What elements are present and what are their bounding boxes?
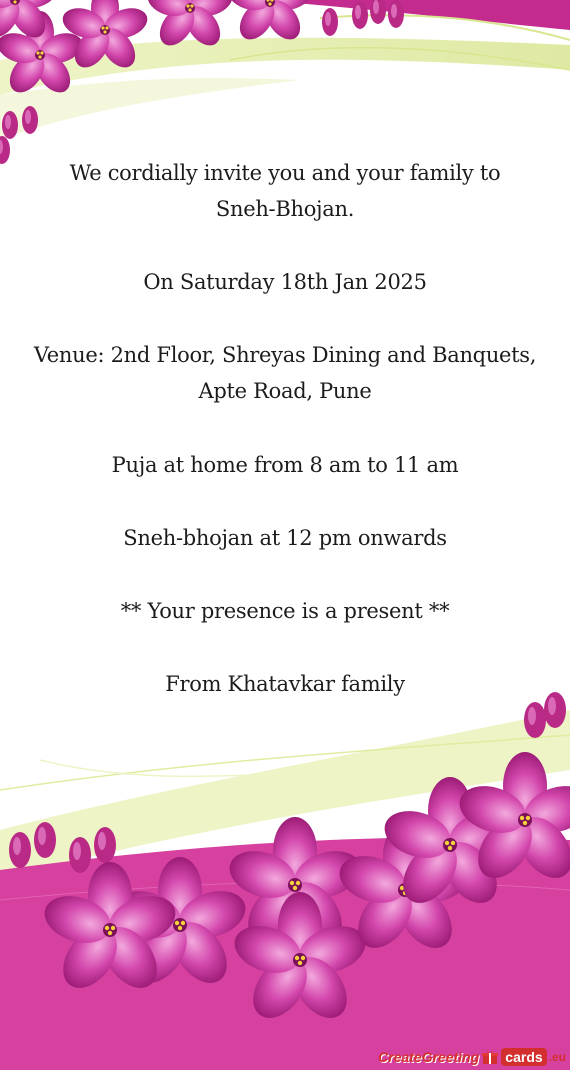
lilac-bud-icon bbox=[0, 136, 10, 164]
lilac-bud-icon bbox=[370, 0, 386, 24]
gift-icon bbox=[481, 1049, 499, 1065]
top-floral-decoration bbox=[0, 0, 570, 175]
invitation-line: We cordially invite you and your family to Sneh-Bhojan. bbox=[69, 161, 501, 221]
sneh-bhojan-timing: Sneh-bhojan at 12 pm onwards bbox=[123, 526, 447, 550]
lilac-bud-icon bbox=[9, 832, 31, 868]
puja-timing: Puja at home from 8 am to 11 am bbox=[111, 453, 459, 477]
site-logo: CreateGreeting cards .eu bbox=[378, 1049, 566, 1065]
lilac-bud-icon bbox=[2, 111, 18, 139]
lilac-bud-icon bbox=[544, 692, 566, 728]
lilac-bud-icon bbox=[524, 702, 546, 738]
lilac-bud-icon bbox=[94, 827, 116, 863]
bottom-floral-decoration bbox=[0, 680, 570, 1070]
lilac-bud-icon bbox=[34, 822, 56, 858]
lilac-bud-icon bbox=[22, 106, 38, 134]
signature: From Khatavkar family bbox=[165, 672, 405, 696]
lilac-bud-icon bbox=[352, 1, 368, 29]
presence-note: ** Your presence is a present ** bbox=[120, 599, 450, 623]
event-date: On Saturday 18th Jan 2025 bbox=[143, 270, 427, 294]
venue: Venue: 2nd Floor, Shreyas Dining and Banquets, Apte Road, Pune bbox=[33, 343, 537, 403]
lilac-bud-icon bbox=[322, 8, 338, 36]
invitation-message bbox=[30, 155, 540, 702]
lilac-bud-icon bbox=[388, 0, 404, 28]
lilac-bud-icon bbox=[69, 837, 91, 873]
